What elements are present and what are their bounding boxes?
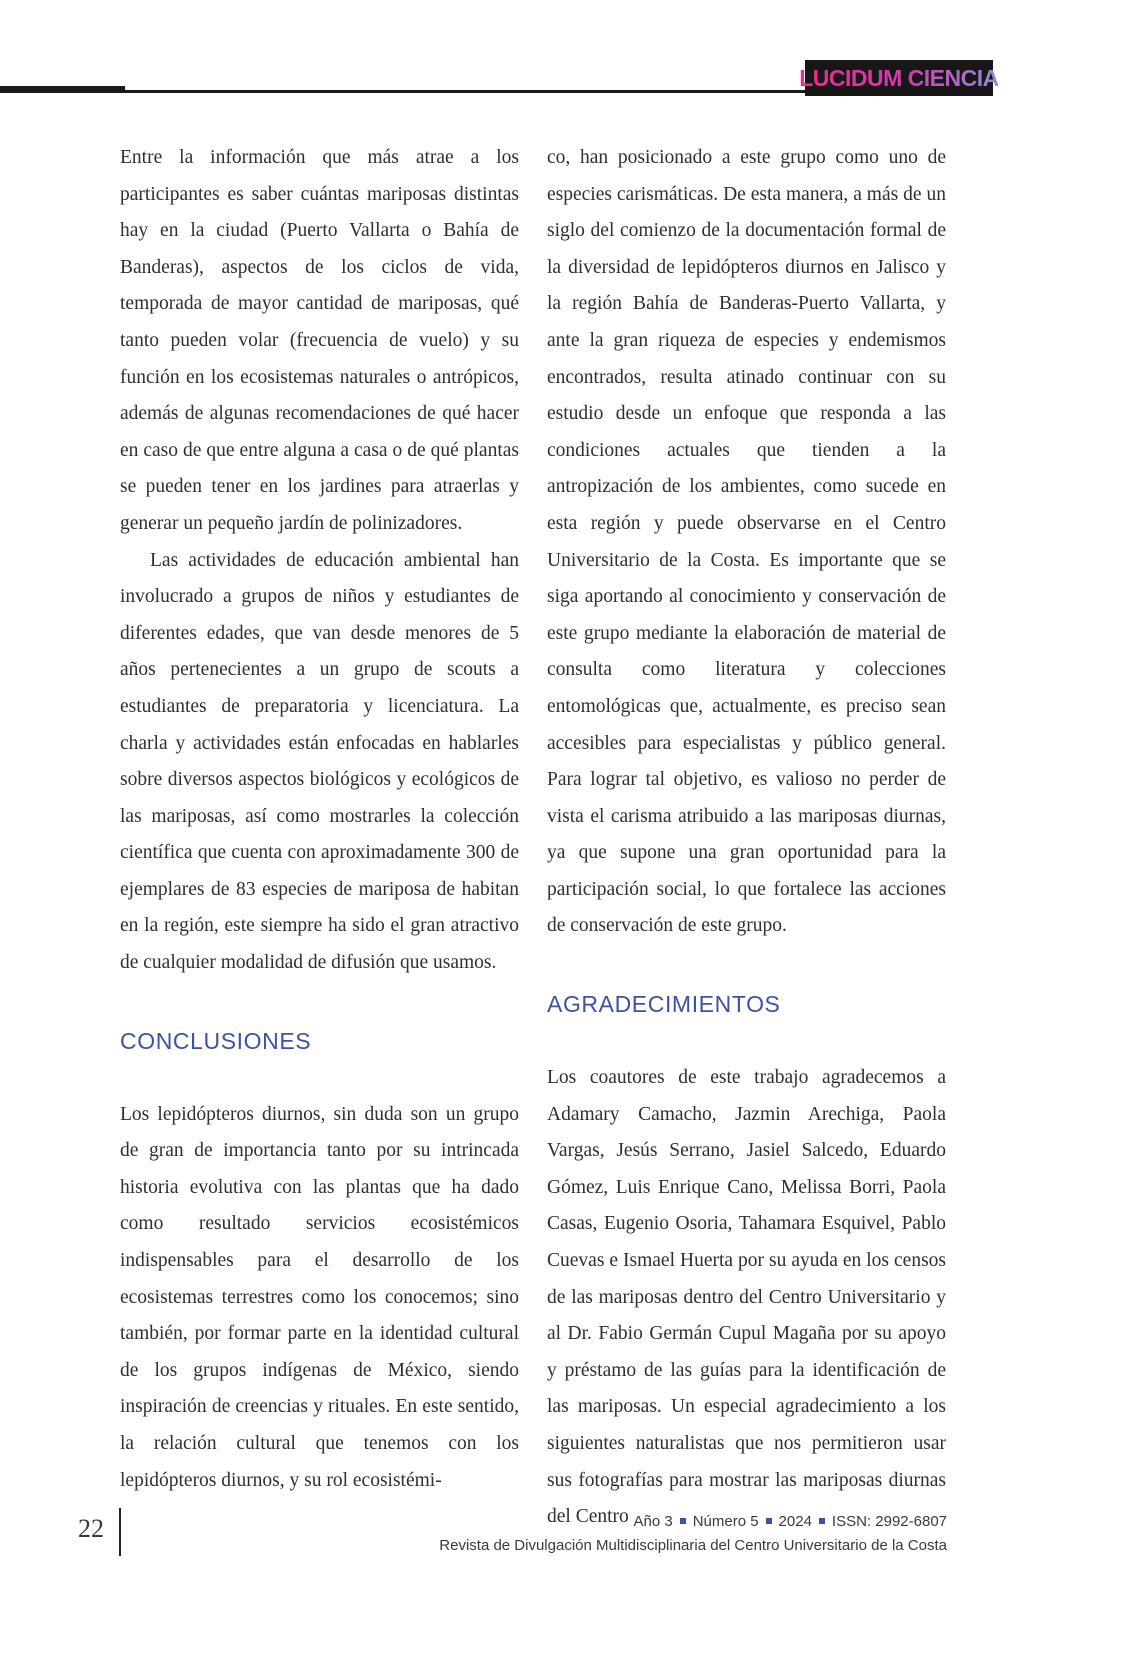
bullet-separator xyxy=(680,1518,686,1524)
left-column xyxy=(120,140,519,1536)
header-rule-thin xyxy=(125,90,805,93)
bullet-separator xyxy=(766,1518,772,1524)
paragraph-education-activities: Las actividades de educación ambiental han involucrado a grupos de niños y estudiantes de diferentes edades, que van desde menores de 5 años pertenecientes a un grupo de scouts a estudiantes de preparatoria y licenciatura. La charla y actividades están enfocadas en hablarles sobre diversos aspectos biológicos y ecológicos de las mariposas, así como mostrarles la colección científica que cuenta con aproximadamente 300 de ejemplares de 83 especies de mariposa de habitan en la región, este siempre ha sido el gran atractivo de cualquier modalidad de difusión que usamos. xyxy=(120,549,519,974)
paragraph-conclusions: Los lepidópteros diurnos, sin duda son un grupo de gran de importancia tanto por su intrincada historia evolutiva con las plantas que ha dado como resultado servicios ecosistémicos indispensables para el desarrollo de los ecosistemas terrestres como los conocemos; sino también, por formar parte en la identidad cultural de los grupos indígenas de México, siendo inspiración de creencias y rituales. En este sentido, la relación cultural que tenemos con los lepidópteros diurnos, y su rol ecosistémi- xyxy=(120,1103,519,1491)
page-number-divider xyxy=(119,1508,121,1556)
journal-logo xyxy=(799,60,999,96)
issue-number: Número 5 xyxy=(692,1513,759,1530)
journal-name: Revista de Divulgación Multidisciplinaria del Centro Universitario de la Costa xyxy=(439,1537,947,1554)
issn: ISSN: 2992-6807 xyxy=(831,1513,947,1530)
issue-year: Año 3 xyxy=(633,1513,673,1530)
right-column xyxy=(547,140,946,1536)
issue-date: 2024 xyxy=(778,1513,812,1530)
bullet-separator xyxy=(819,1518,825,1524)
issue-info xyxy=(439,1510,947,1534)
paragraph-acknowledgements: Los coautores de este trabajo agradecemos a Adamary Camacho, Jazmin Arechiga, Paola Vargas, Jesús Serrano, Jasiel Salcedo, Eduardo Gómez, Luis Enrique Cano, Melissa Borri, Paola Casas, Eugenio Osoria, Tahamara Esquivel, Pablo Cuevas e Ismael Huerta por su ayuda en los censos de las mariposas dentro del Centro Universitario y al Dr. Fabio Germán Cupul Magaña por su apoyo y préstamo de las guías para la identificación de las mariposas. Un especial agradecimiento a los siguientes naturalistas que nos permitieron usar sus fotografías para mostrar las mariposas diurnas del Centro xyxy=(547,1067,946,1528)
header-rule-thick xyxy=(0,86,125,93)
acknowledgements-heading: AGRADECIMIENTOS xyxy=(547,991,781,1018)
conclusions-heading: CONCLUSIONES xyxy=(120,1027,312,1054)
journal-logo-text: LUCIDUM CIENCIA xyxy=(799,64,999,91)
footer-meta xyxy=(439,1510,947,1558)
paragraph-conclusions-continued: co, han posicionado a este grupo como uno de especies carismáticas. De esta manera, a más de un siglo del comienzo de la documentación formal de la diversidad de lepidópteros diurnos en Jalisco y la región Bahía de Banderas-Puerto Vallarta, y ante la gran riqueza de especies y endemismos encontrados, resulta atinado continuar con su estudio desde un enfoque que responda a las condiciones actuales que tienden a la antropización de los ambientes, como sucede en esta región y puede observarse en el Centro Universitario de la Costa. Es importante que se siga aportando al conocimiento y conservación de este grupo mediante la elaboración de material de consulta como literatura y colecciones entomológicas que, actualmente, es preciso sean accesibles para especialistas y público general. Para lograr tal objetivo, es valioso no perder de vista el carisma atribuido a las mariposas diurnas, ya que supone una gran oportunidad para la participación social, lo que fortalece las acciones de conservación de este grupo. xyxy=(547,147,946,937)
page-number: 22 xyxy=(78,1514,104,1543)
paragraph-participants-info: Entre la información que más atrae a los participantes es saber cuántas mariposas distintas hay en la ciudad (Puerto Vallarta o Bahía de Banderas), aspectos de los ciclos de vida, temporada de mayor cantidad de mariposas, qué tanto pueden volar (frecuencia de vuelo) y su función en los ecosistemas naturales o antrópicos, además de algunas recomendaciones de qué hacer en caso de que entre alguna a casa o de qué plantas se pueden tener en los jardines para atraerlas y generar un pequeño jardín de polinizadores. xyxy=(120,147,519,534)
article-body xyxy=(120,140,947,1536)
